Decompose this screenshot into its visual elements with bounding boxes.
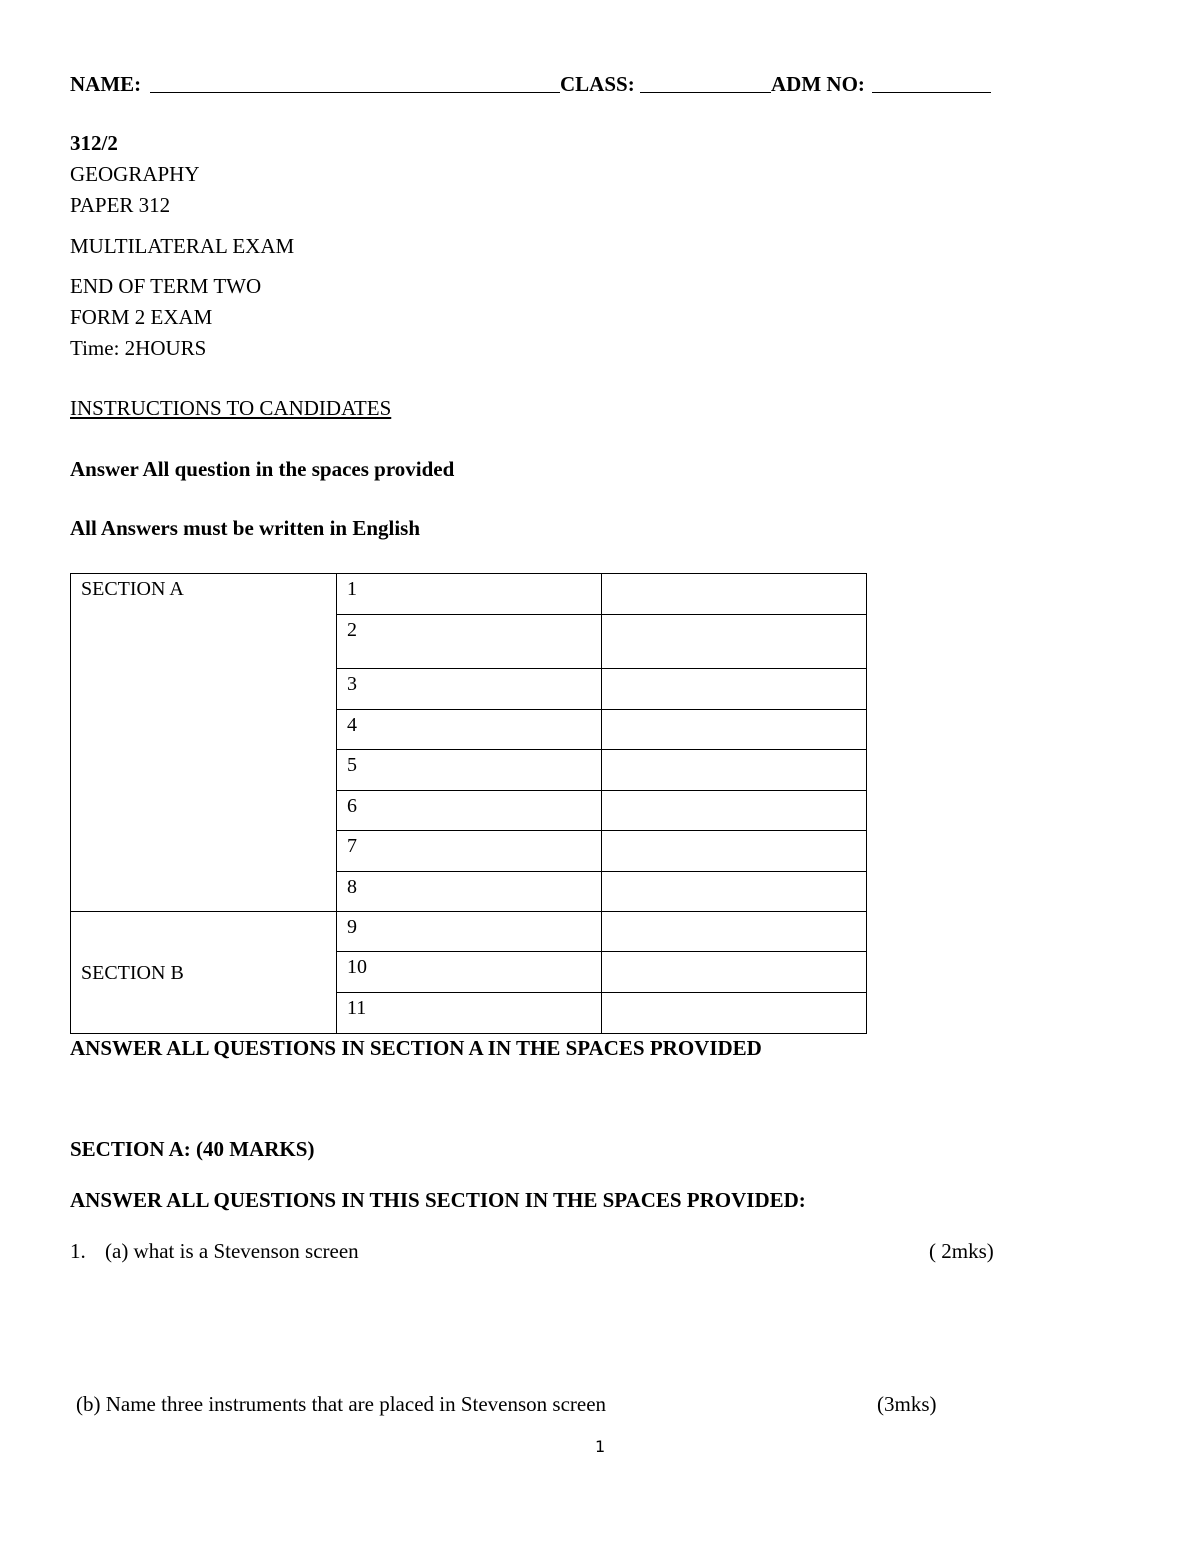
question-number-cell: 3 (337, 669, 602, 710)
question-number-cell: 8 (337, 872, 602, 912)
question-number-cell: 11 (337, 993, 602, 1034)
subject-title: GEOGRAPHY (70, 162, 200, 186)
question-number-cell: 9 (337, 912, 602, 952)
section-a-heading: SECTION A: (40 MARKS) (70, 1137, 315, 1161)
class-blank-line (640, 92, 771, 93)
paper-title: PAPER 312 (70, 193, 171, 217)
answer-all-section-a: ANSWER ALL QUESTIONS IN SECTION A IN THE SPACES PROVIDED (70, 1036, 762, 1060)
name-blank-line (150, 92, 560, 93)
score-cell[interactable] (602, 574, 867, 615)
score-cell[interactable] (602, 952, 867, 993)
score-cell[interactable] (602, 831, 867, 872)
time-allowed: Time: 2HOURS (70, 336, 207, 360)
score-cell[interactable] (602, 669, 867, 710)
section-a-cell (71, 574, 337, 912)
question-1b-text: (b) Name three instruments that are placed in Stevenson screen (76, 1392, 607, 1416)
score-cell[interactable] (602, 993, 867, 1034)
instruction-line-1: Answer All question in the spaces provided (70, 457, 455, 481)
question-number-cell: 1 (337, 574, 602, 615)
question-number-cell: 4 (337, 710, 602, 750)
marks-table (70, 573, 867, 1034)
term-title: END OF TERM TWO (70, 274, 262, 298)
section-a-label: SECTION A (81, 578, 184, 600)
question-1b-marks: (3mks) (877, 1392, 937, 1416)
adm-label: ADM NO: (771, 72, 865, 96)
score-cell[interactable] (602, 791, 867, 831)
score-cell[interactable] (602, 912, 867, 952)
question-number-cell: 10 (337, 952, 602, 993)
question-number-cell: 6 (337, 791, 602, 831)
name-label: NAME: (70, 72, 142, 96)
score-cell[interactable] (602, 710, 867, 750)
exam-title: MULTILATERAL EXAM (70, 234, 295, 258)
adm-blank-line (872, 92, 991, 93)
question-number-cell: 5 (337, 750, 602, 791)
instruction-line-2: All Answers must be written in English (70, 516, 421, 540)
page-number: 1 (595, 1437, 606, 1456)
form-title: FORM 2 EXAM (70, 305, 213, 329)
section-b-cell (71, 912, 337, 1034)
score-cell[interactable] (602, 872, 867, 912)
paper-code: 312/2 (70, 131, 118, 155)
question-1a-marks: ( 2mks) (929, 1239, 994, 1263)
section-b-label: SECTION B (81, 961, 184, 984)
question-1-number: 1. (70, 1239, 86, 1263)
score-cell[interactable] (602, 615, 867, 669)
question-1a-text: (a) what is a Stevenson screen (105, 1239, 359, 1263)
score-cell[interactable] (602, 750, 867, 791)
question-number-cell: 7 (337, 831, 602, 872)
class-label: CLASS: (560, 72, 635, 96)
answer-all-section-instruction: ANSWER ALL QUESTIONS IN THIS SECTION IN THE SPACES PROVIDED: (70, 1188, 806, 1212)
instructions-heading: INSTRUCTIONS TO CANDIDATES (70, 396, 392, 420)
question-number-cell: 2 (337, 615, 602, 669)
